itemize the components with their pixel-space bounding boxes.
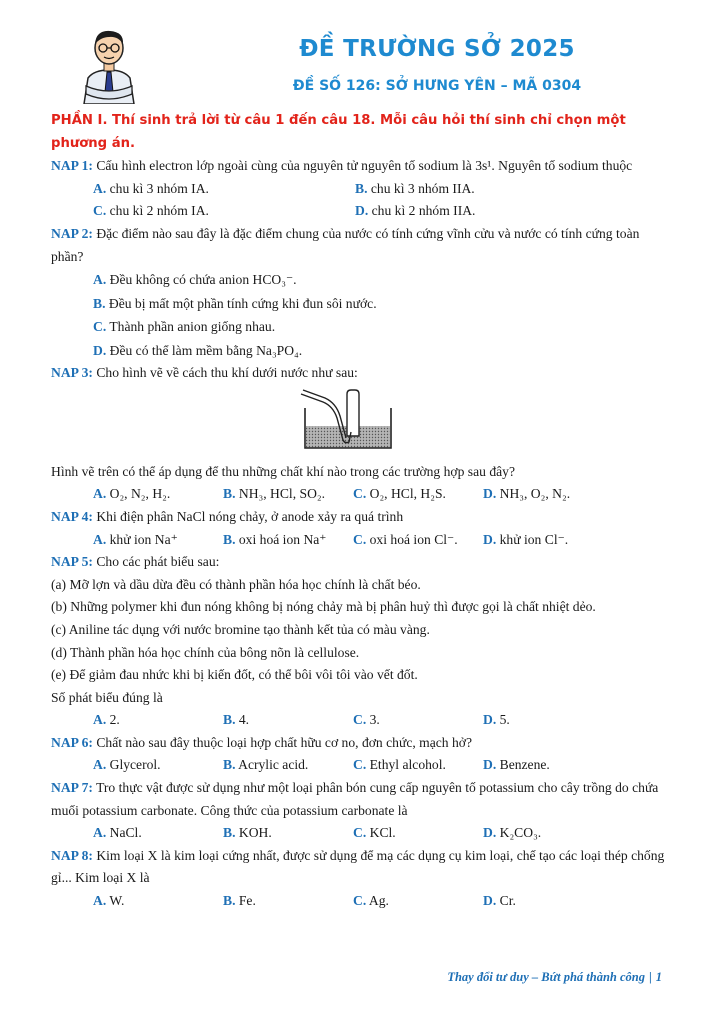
page-number: 1 [655, 970, 662, 984]
question-7 [51, 777, 665, 822]
answer-options [51, 483, 665, 506]
statement-d: (d) Thành phần hóa học chính của bông nõn là cellulose. [51, 644, 360, 660]
question-text: Cho hình vẽ về cách thu khí dưới nước như sau: [96, 365, 358, 381]
option-c[interactable]: C. chu kì 2 nhóm IA. [93, 203, 209, 219]
option-d[interactable]: D. khử ion Cl⁻. [483, 531, 569, 547]
footer-slogan: Thay đổi tư duy – Bứt phá thành công [447, 970, 645, 984]
option-b[interactable]: B. Đều bị mất một phần tính cứng khi đun sôi nước. [93, 295, 377, 311]
teacher-avatar-icon [74, 26, 144, 104]
option-d[interactable]: D. Đều có thể làm mềm bằng Na₃PO₄. [93, 342, 303, 358]
option-c[interactable]: C. 3. [353, 712, 380, 728]
option-c[interactable]: C. Ethyl alcohol. [353, 757, 446, 773]
answer-options [51, 178, 665, 223]
part-heading: PHẦN I. Thí sinh trả lời từ câu 1 đến câu 18. Mỗi câu hỏi thí sinh chỉ chọn một phương án. [51, 113, 626, 151]
question-label: NAP 7: [51, 780, 93, 796]
option-b[interactable]: B. Acrylic acid. [223, 757, 309, 773]
question-5 [51, 551, 665, 574]
page-footer [447, 970, 662, 985]
option-a[interactable]: A. Glycerol. [93, 757, 161, 773]
option-d[interactable]: D. K₂CO₃. [483, 825, 542, 841]
question-8 [51, 845, 665, 890]
question-6 [51, 732, 665, 755]
question-label: NAP 8: [51, 847, 93, 863]
question-2 [51, 223, 665, 268]
option-b[interactable]: B. Fe. [223, 893, 256, 909]
question-label: NAP 2: [51, 225, 93, 241]
option-a[interactable]: A. chu kì 3 nhóm IA. [93, 180, 209, 196]
gas-collection-figure [31, 385, 665, 461]
option-c[interactable]: C. Thành phần anion giống nhau. [93, 319, 276, 335]
option-b[interactable]: B. NH₃, HCl, SO₂. [223, 486, 326, 502]
option-d[interactable]: D. Cr. [483, 893, 516, 909]
answer-options [51, 890, 665, 913]
gas-collection-apparatus-icon [293, 388, 403, 458]
answer-options [51, 709, 665, 732]
statement-a: (a) Mỡ lợn và dầu dừa đều có thành phần hóa học chính là chất béo. [51, 576, 421, 592]
option-c[interactable]: C. O₂, HCl, H₂S. [353, 486, 446, 502]
option-b[interactable]: B. chu kì 3 nhóm IIA. [355, 180, 475, 196]
option-d[interactable]: D. 5. [483, 712, 510, 728]
option-a[interactable]: A. NaCl. [93, 825, 142, 841]
option-c[interactable]: C. Ag. [353, 893, 389, 909]
question-4 [51, 506, 665, 529]
question-text: Đặc điểm nào sau đây là đặc điểm chung của nước có tính cứng vĩnh cửu và nước có tính cứng toàn phần? [51, 225, 640, 264]
answer-options [51, 268, 665, 362]
statement-c: (c) Aniline tác dụng với nước bromine tạo thành kết tủa có màu vàng. [51, 621, 430, 637]
answer-options [51, 822, 665, 845]
question-text: Chất nào sau đây thuộc loại hợp chất hữu cơ no, đơn chức, mạch hở? [96, 734, 473, 750]
question-label: NAP 1: [51, 158, 93, 174]
option-b[interactable]: B. oxi hoá ion Na⁺ [223, 531, 327, 547]
option-d[interactable]: D. Benzene. [483, 757, 550, 773]
question-label: NAP 3: [51, 365, 93, 381]
footer-separator: | [648, 970, 652, 984]
question-3-followup: Hình vẽ trên có thể áp dụng để thu những chất khí nào trong các trường hợp sau đây? [51, 463, 515, 479]
exam-content [51, 110, 665, 913]
question-text: Khi điện phân NaCl nóng chảy, ở anode xảy ra quá trình [96, 508, 404, 524]
option-a[interactable]: A. 2. [93, 712, 120, 728]
question-text: Kim loại X là kim loại cứng nhất, được sử dụng để mạ các dụng cụ kim loại, chế tạo các loại thép chống gỉ... Kim loại X là [51, 847, 665, 886]
option-b[interactable]: B. KOH. [223, 825, 272, 841]
question-3 [51, 362, 665, 385]
question-1 [51, 155, 665, 178]
question-label: NAP 6: [51, 734, 93, 750]
option-c[interactable]: C. KCl. [353, 825, 396, 841]
statement-prompt: Số phát biểu đúng là [51, 689, 163, 705]
question-text: Cho các phát biểu sau: [96, 554, 220, 570]
exam-subtitle: ĐỀ SỐ 126: SỞ HƯNG YÊN – MÃ 0304 [292, 78, 582, 94]
page-title: ĐỀ TRƯỜNG SỞ 2025 [299, 36, 575, 62]
option-d[interactable]: D. chu kì 2 nhóm IIA. [355, 203, 476, 219]
question-label: NAP 4: [51, 508, 93, 524]
question-text: Cấu hình electron lớp ngoài cùng của nguyên tử nguyên tố sodium là 3s¹. Nguyên tố sodium thuộc [96, 158, 633, 174]
option-c[interactable]: C. oxi hoá ion Cl⁻. [353, 531, 458, 547]
option-a[interactable]: A. O₂, N₂, H₂. [93, 486, 171, 502]
option-a[interactable]: A. Đều không có chứa anion HCO₃⁻. [93, 272, 297, 288]
option-a[interactable]: A. W. [93, 893, 125, 909]
answer-options [51, 529, 665, 552]
answer-options [51, 754, 665, 777]
option-d[interactable]: D. NH₃, O₂, N₂. [483, 486, 571, 502]
option-a[interactable]: A. khử ion Na⁺ [93, 531, 178, 547]
statement-b: (b) Những polymer khi đun nóng không bị nóng chảy mà bị phân huỷ thì được gọi là chất nhiệt dẻo. [51, 599, 596, 615]
statement-e: (e) Để giảm đau nhức khi bị kiến đốt, có thể bôi vôi tôi vào vết đốt. [51, 667, 418, 683]
option-b[interactable]: B. 4. [223, 712, 250, 728]
question-label: NAP 5: [51, 554, 93, 570]
question-text: Tro thực vật được sử dụng như một loại phân bón cung cấp nguyên tố potassium cho cây trồng do chứa muối potassium carbonate. Công thức của potassium carbonate là [51, 780, 659, 818]
page-header [0, 0, 714, 110]
